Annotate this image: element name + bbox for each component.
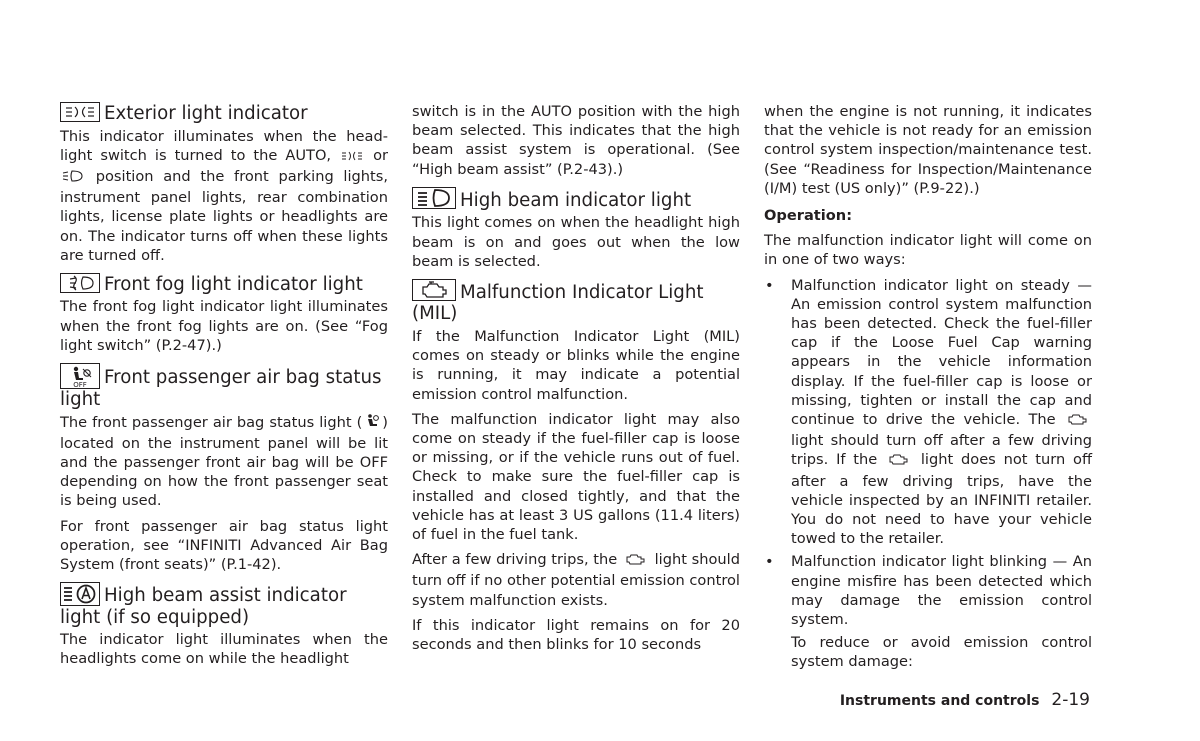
mil-para-1: If the Malfunction Indicator Light (MIL) comes on steady or blinks while the engine is running, it may indicate a potential emission control malfunction. <box>412 327 740 403</box>
mil-text-2: light should turn off if no other potential emission control system malfunction exists. <box>412 551 740 609</box>
high-beam-assist-icon <box>60 582 100 606</box>
mil-continued-para: when the engine is not running, it indicates that the vehicle is not ready for an emission control system inspection/maintenance test. (See “Readiness for Inspection/Maintenance (I/M) test (US only)” (P.9-22).) <box>764 103 1092 197</box>
airbag-off-icon <box>60 363 100 389</box>
bullet: • <box>765 553 774 571</box>
high-beam-assist-heading <box>60 582 388 628</box>
airbag-status-heading <box>60 363 388 411</box>
page-number: 2-19 <box>1051 690 1090 710</box>
mil-para-2: The malfunction indicator light may also come on steady if the fuel-filler cap is loose or missing, or if the vehicle runs out of fuel. Check to make sure the fuel-filler cap is installed and closed tightly, and that the vehicle has at least 3 US gallons (11.4 liters) of fuel in the fuel tank. <box>412 410 740 543</box>
page-footer <box>840 690 1090 710</box>
bullet-1-text-2: light should turn off after a few driving trips. If the <box>791 432 1092 469</box>
bullet-1-text-1: Malfunction indicator light on steady — An emission control system malfunction has been detected. Check the fuel-filler cap if the Loose Fuel Cap warning appears in the vehicle information display. If the fuel-filler cap is loose or missing, tighten or install the cap and continue to drive the vehicle. The <box>791 276 1092 429</box>
exterior-light-text-2: or <box>373 146 389 164</box>
exterior-light-heading <box>60 102 388 125</box>
mil-text-1: After a few driving trips, the <box>412 551 618 569</box>
mil-para-4: If this indicator light remains on for 20 seconds and then blinks for 10 seconds <box>412 616 740 653</box>
svg-text:OFF: OFF <box>73 381 87 389</box>
high-beam-icon <box>412 187 456 209</box>
bullet: • <box>765 276 774 294</box>
check-engine-inline-icon <box>624 552 648 571</box>
airbag-status-para-1 <box>60 413 388 511</box>
check-engine-icon <box>412 279 456 301</box>
exterior-light-text-1: This indicator illuminates when the head-light switch is turned to the AUTO, <box>60 127 388 164</box>
damage-avoid-para: To reduce or avoid emission control system damage: <box>791 634 1092 671</box>
operation-heading: Operation: <box>764 207 853 225</box>
list-item <box>764 552 1092 629</box>
fog-light-heading <box>60 273 388 296</box>
airbag-status-para-2: For front passenger air bag status light operation, see “INFINITI Advanced Air Bag System (front seats)” (P.1-42). <box>60 517 388 573</box>
hba-continued-para: switch is in the AUTO position with the high beam selected. This indicates that the high beam assist system is operational. (See “High beam assist” (P.2-43).) <box>412 103 740 178</box>
check-engine-inline-icon <box>887 452 911 471</box>
column-1 <box>60 102 388 675</box>
high-beam-assist-para: The indicator light illuminates when the headlights come on while the headlight <box>60 631 388 668</box>
bullet-2-text: Malfunction indicator light blinking — An engine misfire has been detected which may damage the emission control system. <box>791 553 1092 629</box>
fog-light-para: The front fog light indicator light illuminates when the front fog lights are on. (See “Fog light switch” (P.2-47).) <box>60 298 388 354</box>
fog-light-icon <box>60 273 100 293</box>
operation-para: The malfunction indicator light will come on in one of two ways: <box>764 232 1092 269</box>
column-3 <box>764 102 1092 678</box>
mil-para-3 <box>412 550 740 610</box>
exterior-light-para <box>60 127 388 265</box>
column-2 <box>412 102 740 660</box>
airbag-text-2: ) located on the instrument panel will be lit and the passenger front air bag will be OFF depending on how the front passenger seat is being used. <box>60 413 388 510</box>
bullet-1-text-3: light does not turn off after a few driving trips, have the vehicle inspected by an INFINITI retailer. You do not need to have your vehicle towed to the retailer. <box>791 451 1092 548</box>
high-beam-para: This light comes on when the headlight high beam is on and goes out when the low beam is selected. <box>412 214 740 270</box>
high-beam-heading <box>412 187 740 212</box>
exterior-light-icon <box>60 102 100 122</box>
fog-light-title: Front fog light indicator light <box>104 273 363 295</box>
high-beam-title: High beam indicator light <box>460 189 692 211</box>
airbag-text-1: The front passenger air bag status light ( <box>60 413 363 431</box>
airbag-inline-icon <box>364 413 380 434</box>
exterior-light-text-3: position and the front parking lights, instrument panel lights, rear combination lights, license plate lights or headlights are on. The indicator turns off when these lights are turned off. <box>60 167 389 264</box>
headlight-icon <box>62 169 84 188</box>
parking-light-icon <box>341 148 363 167</box>
mil-title: Malfunction Indicator Light (MIL) <box>412 281 704 325</box>
section-title: Instruments and controls <box>839 693 1040 709</box>
operation-list <box>764 276 1092 630</box>
mil-heading <box>412 279 740 325</box>
check-engine-inline-icon <box>1066 412 1090 431</box>
airbag-status-title: Front passenger air bag status light <box>60 367 382 411</box>
exterior-light-title: Exterior light indicator <box>104 103 308 124</box>
list-item <box>764 276 1092 549</box>
high-beam-assist-title: High beam assist indicator light (if so equipped) <box>60 585 347 628</box>
